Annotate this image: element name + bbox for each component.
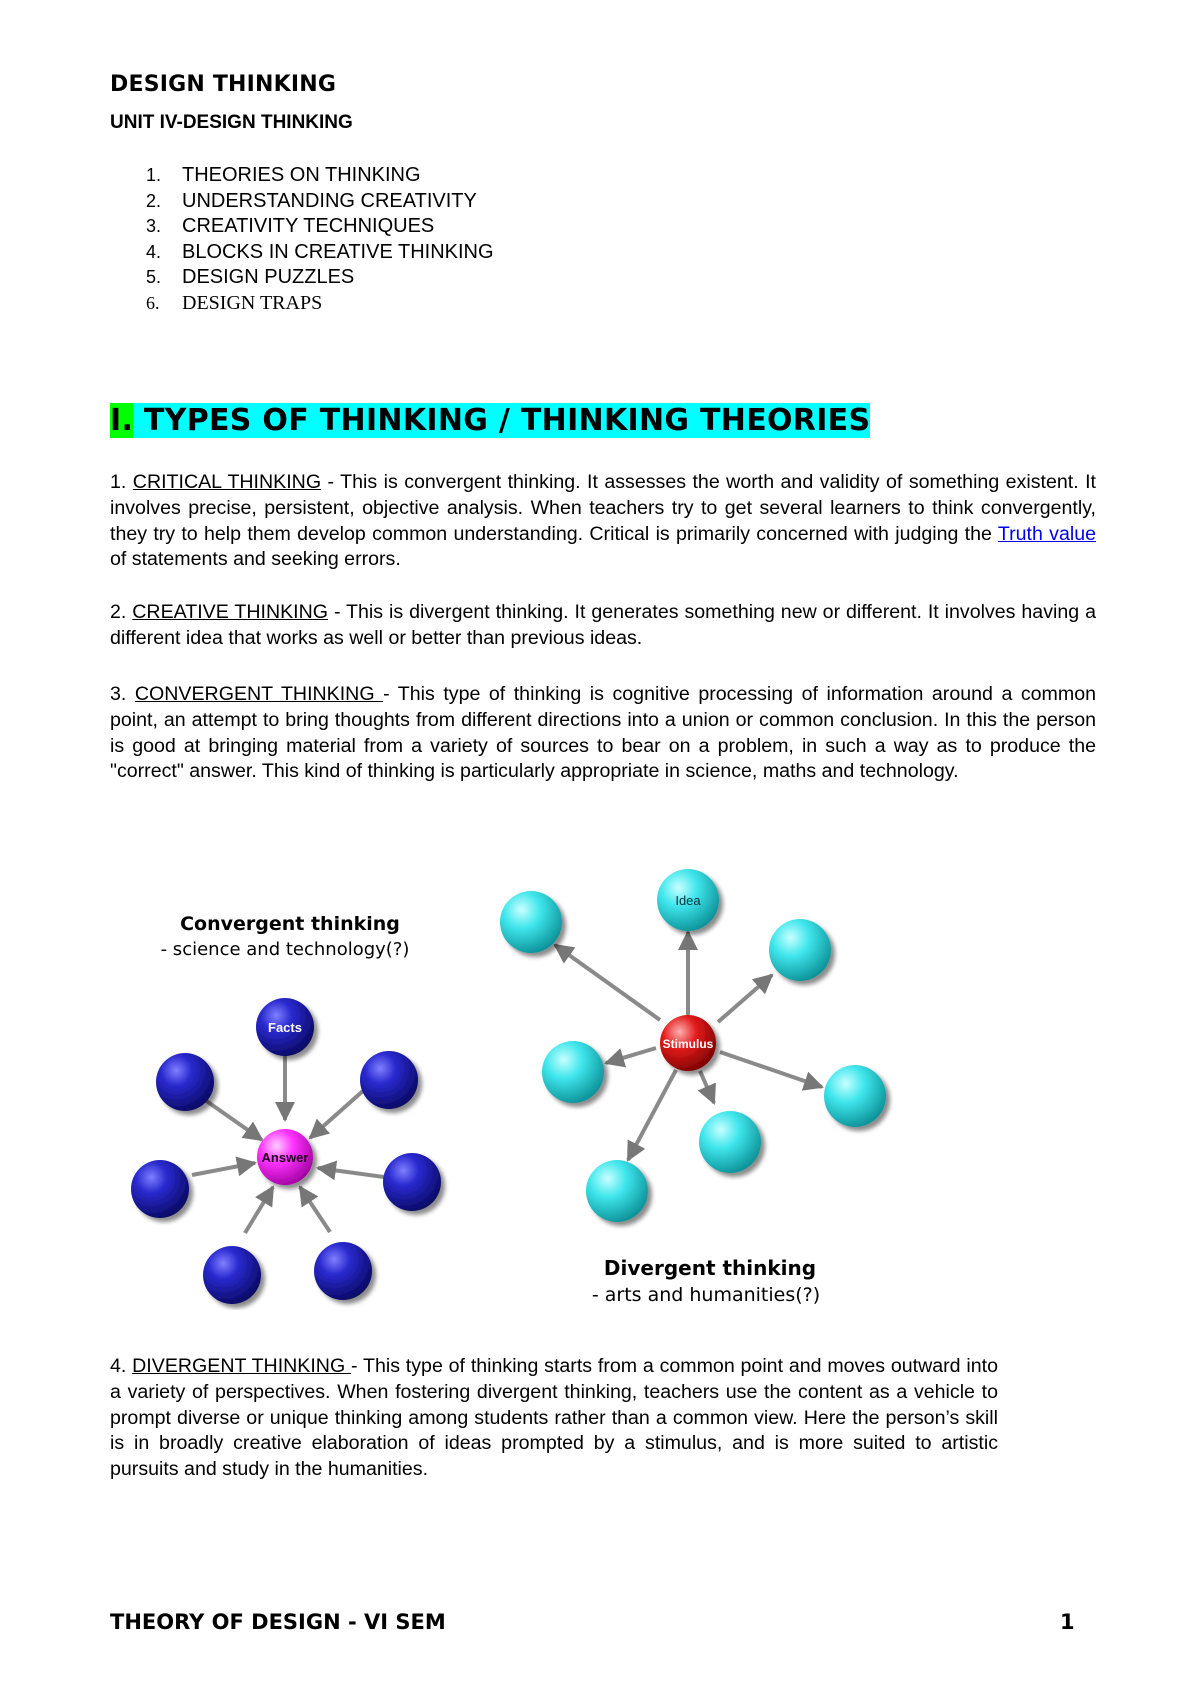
item-text: of statements and seeking errors. xyxy=(110,548,401,571)
paragraph-critical-thinking xyxy=(110,470,1096,573)
section-title: TYPES OF THINKING / THINKING THEORIES xyxy=(133,403,871,438)
topic-text: CREATIVITY TECHNIQUES xyxy=(182,215,435,238)
arrow xyxy=(192,1163,255,1175)
arrow xyxy=(628,1070,676,1160)
topic-number: 2. xyxy=(146,190,162,211)
item-number: 1. xyxy=(110,471,133,493)
page-number: 1 xyxy=(1060,1610,1075,1634)
thinking-diagram xyxy=(110,860,910,1310)
convergent-title: Convergent thinking xyxy=(180,913,400,935)
fact-node xyxy=(383,1153,441,1211)
fact-node xyxy=(203,1246,261,1304)
topic-item xyxy=(140,265,494,291)
topic-item xyxy=(140,291,494,317)
arrow xyxy=(718,975,772,1022)
item-number: 2. xyxy=(110,601,133,623)
section-number: I. xyxy=(110,403,134,438)
arrow xyxy=(720,1052,822,1087)
answer-label: Answer xyxy=(261,1150,309,1165)
arrow xyxy=(318,1168,384,1177)
item-text: - This is convergent thinking. It assesses the worth and validity of something existent. It involves precise, persistent, objective analysis. When teachers try to get several learners to think convergently, they try to help them develop common understanding. Critical is primarily concerned with judging the xyxy=(110,471,1096,545)
idea-node xyxy=(500,891,562,953)
paragraph-creative-thinking xyxy=(110,600,1096,652)
idea-node xyxy=(824,1065,886,1127)
topic-item xyxy=(140,240,494,266)
section-heading xyxy=(110,401,870,441)
fact-node xyxy=(131,1160,189,1218)
arrow xyxy=(310,1090,364,1138)
arrow xyxy=(700,1071,714,1103)
footer-course-title: THEORY OF DESIGN - VI SEM xyxy=(110,1610,446,1634)
idea-node xyxy=(769,919,831,981)
topic-text: DESIGN TRAPS xyxy=(182,291,323,314)
truth-value-link[interactable]: Truth value xyxy=(997,522,1096,545)
topic-number: 4. xyxy=(146,241,162,262)
topic-text: THEORIES ON THINKING xyxy=(182,164,421,186)
term-critical-thinking: CRITICAL THINKING xyxy=(132,471,322,493)
topic-text: UNDERSTANDING CREATIVITY xyxy=(182,189,477,212)
arrow xyxy=(300,1187,330,1232)
topic-number: 3. xyxy=(146,216,162,237)
item-number: 4. xyxy=(110,1355,133,1377)
divergent-title: Divergent thinking xyxy=(603,1256,817,1280)
fact-node xyxy=(314,1242,372,1300)
idea-label: Idea xyxy=(675,893,701,908)
topic-text: BLOCKS IN CREATIVE THINKING xyxy=(182,240,494,263)
idea-node xyxy=(586,1160,648,1222)
convergent-subtitle: - science and technology(?) xyxy=(160,939,410,960)
document-title: DESIGN THINKING xyxy=(110,72,337,97)
topic-text: DESIGN PUZZLES xyxy=(182,266,355,289)
item-text: - This is divergent thinking. It generates something new or different. It involves having a different idea that works as well or better than previous ideas. xyxy=(110,601,1096,649)
term-creative-thinking: CREATIVE THINKING xyxy=(132,601,329,623)
facts-label: Facts xyxy=(268,1020,302,1035)
topic-item xyxy=(140,189,494,215)
term-convergent-thinking: CONVERGENT THINKING xyxy=(134,683,384,705)
topic-item xyxy=(140,214,494,240)
topic-item xyxy=(140,163,494,189)
topic-list xyxy=(140,163,494,317)
paragraph-convergent-thinking xyxy=(110,682,1096,785)
arrow xyxy=(245,1187,273,1233)
term-divergent-thinking: DIVERGENT THINKING xyxy=(132,1355,351,1377)
arrow xyxy=(555,945,660,1020)
paragraph-divergent-thinking xyxy=(110,1354,998,1483)
idea-node xyxy=(699,1111,761,1173)
item-text: - This type of thinking is cognitive processing of information around a common point, an attempt to bring thoughts from different directions into a union or common conclusion. In this the person is good at bringing material from a variety of sources to bear on a problem, in such a way as to produce the "correct" answer. This kind of thinking is particularly appropriate in science, maths and technology. xyxy=(110,683,1096,783)
item-number: 3. xyxy=(110,683,135,705)
arrow xyxy=(606,1048,656,1063)
arrow xyxy=(205,1100,262,1140)
divergent-subtitle: - arts and humanities(?) xyxy=(591,1284,821,1306)
stimulus-label: Stimulus xyxy=(662,1037,714,1051)
fact-node xyxy=(156,1053,214,1111)
topic-number: 1. xyxy=(146,165,162,185)
unit-title: UNIT IV-DESIGN THINKING xyxy=(110,112,353,133)
item-text: - This type of thinking starts from a common point and moves outward into a variety of perspectives. When fostering divergent thinking, teachers use the content as a vehicle to prompt diverse or unique thinking among students rather than a common view. Here the person’s skill is in broadly creative elaboration of ideas prompted by a stimulus, and is more suited to artistic pursuits and study in the humanities. xyxy=(110,1355,998,1481)
idea-node xyxy=(542,1041,604,1103)
topic-number: 5. xyxy=(146,267,162,288)
topic-number: 6. xyxy=(146,292,160,313)
fact-node xyxy=(360,1051,418,1109)
